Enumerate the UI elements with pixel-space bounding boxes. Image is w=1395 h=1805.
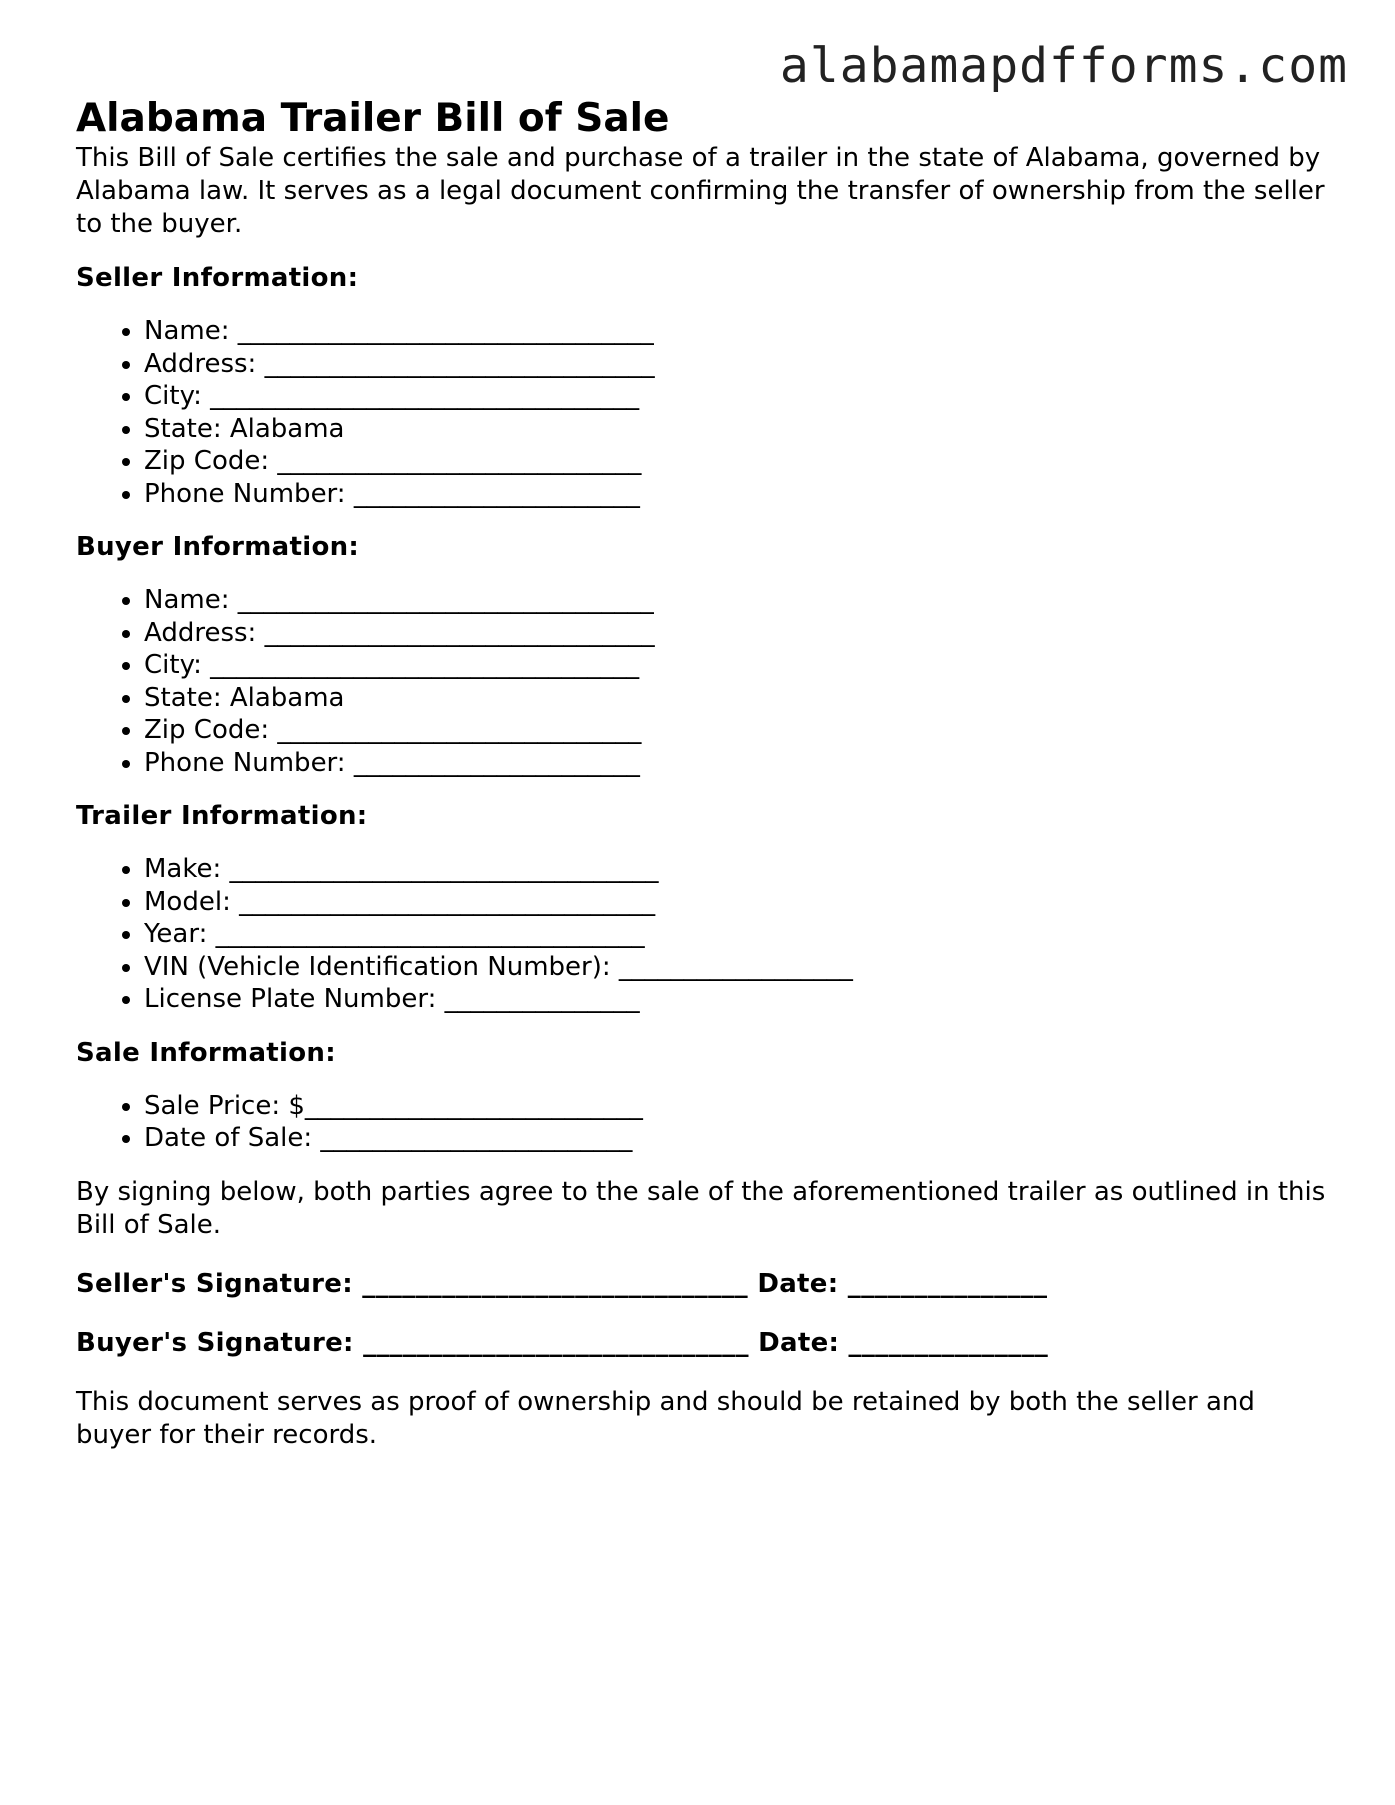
buyer-signature-line: Buyer's Signature: _____________________________ Date: _______________: [76, 1327, 1049, 1358]
trailer-make-field: • Make: _________________________________: [144, 853, 1326, 886]
sale-fields-list: [76, 1090, 1326, 1155]
seller-city-field: • City: _________________________________: [144, 380, 1326, 413]
seller-zip-field: • Zip Code: ____________________________: [144, 445, 1326, 478]
agreement-paragraph: By signing below, both parties agree to the sale of the aforementioned trailer as outlined in this Bill of Sale.: [76, 1176, 1326, 1240]
buyer-info-heading: Buyer Information:: [76, 532, 360, 562]
trailer-plate-field: • License Plate Number: _______________: [144, 983, 1326, 1016]
trailer-fields-list: [76, 853, 1326, 1016]
buyer-city-field: • City: _________________________________: [144, 649, 1326, 682]
intro-paragraph: This Bill of Sale certifies the sale and purchase of a trailer in the state of Alabama, governed by Alabama law. It serves as a legal document confirming the transfer of ownership from the seller to the buyer.: [76, 143, 1325, 239]
seller-address-field: • Address: ______________________________: [144, 348, 1326, 381]
buyer-zip-field: • Zip Code: ____________________________: [144, 714, 1326, 747]
trailer-info-heading: Trailer Information:: [76, 801, 368, 831]
buyer-state-field: • State: Alabama: [144, 682, 1326, 715]
sale-price-field: • Sale Price: $__________________________: [144, 1090, 1326, 1123]
bill-of-sale-document: [76, 96, 1326, 1452]
page-title: Alabama Trailer Bill of Sale: [76, 96, 670, 141]
buyer-phone-field: • Phone Number: ______________________: [144, 747, 1326, 780]
seller-signature-line: Seller's Signature: _____________________________ Date: _______________: [76, 1268, 1048, 1299]
seller-name-field: • Name: ________________________________: [144, 315, 1326, 348]
sale-info-heading: Sale Information:: [76, 1037, 336, 1068]
seller-phone-field: • Phone Number: ______________________: [144, 478, 1326, 511]
trailer-model-field: • Model: ________________________________: [144, 886, 1326, 919]
buyer-name-field: • Name: ________________________________: [144, 584, 1326, 617]
trailer-vin-field: • VIN (Vehicle Identification Number): __________________: [144, 951, 1326, 984]
sale-date-field: • Date of Sale: ________________________: [144, 1122, 1326, 1155]
trailer-year-field: • Year: _________________________________: [144, 918, 1326, 951]
seller-info-heading: Seller Information:: [76, 263, 359, 293]
buyer-address-field: • Address: ______________________________: [144, 617, 1326, 650]
seller-fields-list: [76, 315, 1326, 510]
seller-state-field: • State: Alabama: [144, 413, 1326, 446]
watermark-site-name: alabamapdfforms.com: [779, 38, 1348, 94]
closing-paragraph: This document serves as proof of ownership and should be retained by both the seller and buyer for their records.: [76, 1386, 1255, 1450]
buyer-fields-list: [76, 584, 1326, 779]
